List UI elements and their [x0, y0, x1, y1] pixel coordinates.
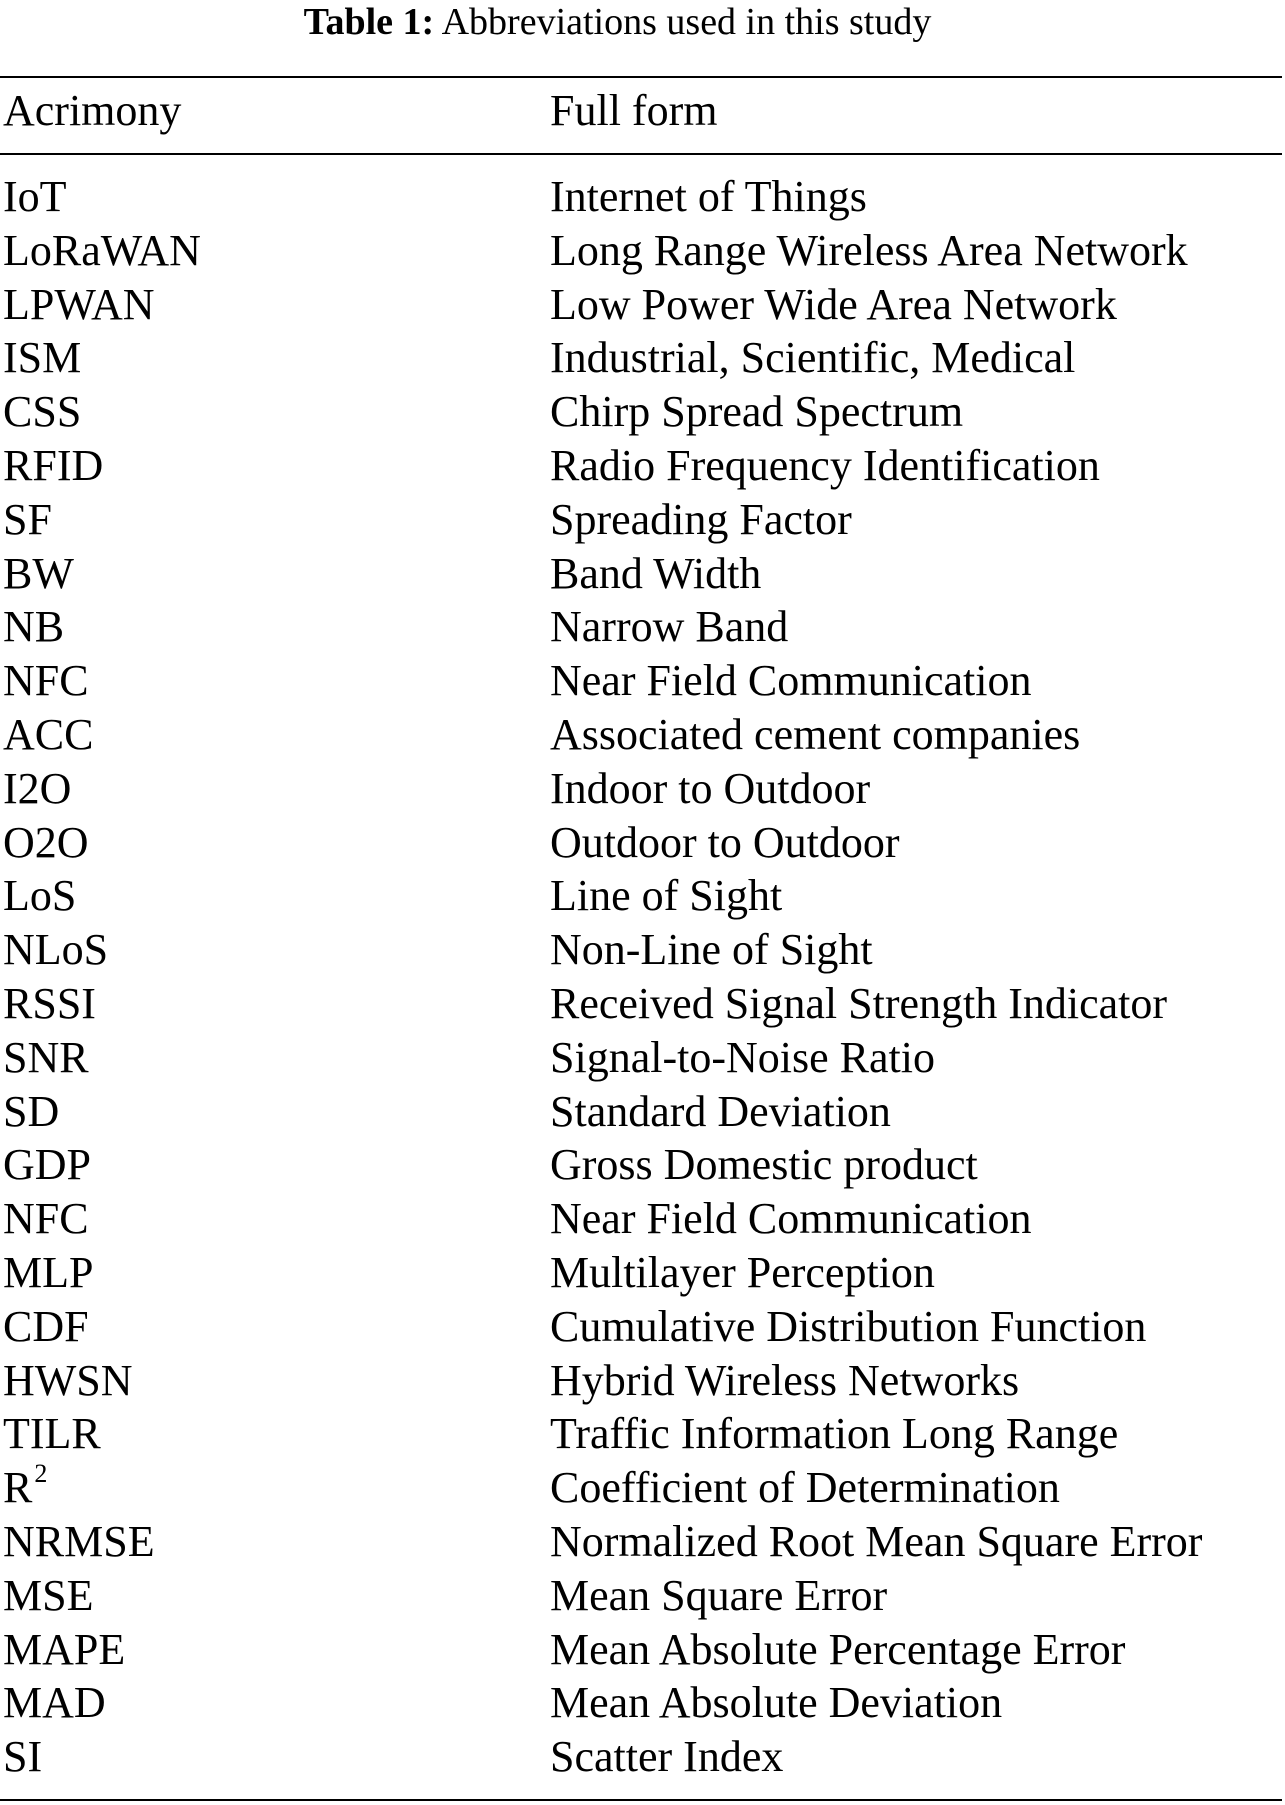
table-row [0, 1192, 1282, 1246]
full-form-cell: Near Field Communication [550, 656, 1032, 706]
abbreviation-cell [3, 1461, 47, 1515]
full-form-cell: Industrial, Scientific, Medical [550, 333, 1076, 383]
table-row [0, 1623, 1282, 1677]
full-form-cell: Long Range Wireless Area Network [550, 225, 1188, 275]
table-row [0, 1515, 1282, 1569]
abbreviation-text: I2O [3, 763, 72, 813]
abbreviation-text: LoS [3, 871, 77, 921]
table-row [0, 224, 1282, 278]
abbreviation-text: BW [3, 548, 74, 598]
table-header-rule [0, 153, 1282, 155]
abbreviation-cell [3, 708, 93, 762]
full-form-cell: Line of Sight [550, 871, 783, 921]
table-row [0, 1085, 1282, 1139]
abbreviation-text: O2O [3, 817, 89, 867]
table-row [0, 1246, 1282, 1300]
abbreviation-cell [3, 385, 81, 439]
full-form-cell: Traffic Information Long Range [550, 1409, 1119, 1459]
abbreviation-cell [3, 1623, 125, 1677]
superscript-text: 2 [34, 1459, 48, 1489]
header-full-form: Full form [550, 86, 718, 135]
full-form-cell: Internet of Things [550, 172, 867, 221]
full-form-cell: Non-Line of Sight [550, 925, 873, 975]
full-form-cell: Standard Deviation [550, 1086, 891, 1136]
table-row [0, 1569, 1282, 1623]
table-row [0, 547, 1282, 601]
table-row [0, 654, 1282, 708]
abbreviation-cell [3, 1246, 93, 1300]
full-form-cell: Multilayer Perception [550, 1247, 935, 1297]
abbreviation-text: ACC [3, 709, 94, 759]
abbreviation-cell [3, 170, 67, 224]
full-form-cell: Cumulative Distribution Function [550, 1301, 1147, 1351]
abbreviation-cell [3, 493, 52, 547]
abbreviation-text: TILR [3, 1409, 101, 1459]
abbreviation-cell [3, 816, 89, 870]
full-form-cell: Narrow Band [550, 602, 789, 652]
abbreviation-cell [3, 1515, 155, 1569]
full-form-cell: Near Field Communication [550, 1194, 1032, 1244]
abbreviation-text: MLP [3, 1247, 94, 1297]
abbreviation-cell [3, 1300, 89, 1354]
caption-text: Abbreviations used in this study [441, 1, 932, 43]
abbreviation-text: ISM [3, 333, 82, 383]
abbreviation-text: MAD [3, 1678, 106, 1728]
abbreviation-text: NFC [3, 656, 89, 706]
abbreviation-text: NFC [3, 1194, 89, 1244]
abbreviation-text: MAPE [3, 1624, 126, 1674]
full-form-cell: Mean Square Error [550, 1570, 888, 1620]
abbreviation-cell [3, 1730, 42, 1784]
table-row [0, 439, 1282, 493]
abbreviation-cell [3, 1192, 89, 1246]
table-top-rule [0, 76, 1282, 78]
full-form-cell: Received Signal Strength Indicator [550, 978, 1168, 1028]
abbreviation-text: LPWAN [3, 279, 155, 329]
full-form-cell: Hybrid Wireless Networks [550, 1355, 1020, 1405]
abbreviation-text: NLoS [3, 925, 109, 975]
table-row [0, 1031, 1282, 1085]
abbreviation-text: LoRaWAN [3, 225, 201, 275]
table-row [0, 1300, 1282, 1354]
full-form-cell: Indoor to Outdoor [550, 763, 871, 813]
abbreviation-cell [3, 762, 71, 816]
table-row [0, 762, 1282, 816]
abbreviation-cell [3, 1407, 101, 1461]
abbreviation-text: SI [3, 1732, 43, 1782]
full-form-cell: Radio Frequency Identification [550, 440, 1100, 490]
abbreviation-cell [3, 1031, 89, 1085]
full-form-cell: Low Power Wide Area Network [550, 279, 1117, 329]
full-form-cell: Associated cement companies [550, 709, 1081, 759]
table-row [0, 1138, 1282, 1192]
full-form-cell: Mean Absolute Deviation [550, 1678, 1003, 1728]
abbreviation-text: RFID [3, 440, 104, 490]
table-row [0, 1354, 1282, 1408]
abbreviation-text: SNR [3, 1032, 89, 1082]
table-row [0, 493, 1282, 547]
abbreviation-text: GDP [3, 1140, 92, 1190]
abbreviation-text: R [3, 1463, 33, 1513]
abbreviation-text: NRMSE [3, 1516, 155, 1566]
abbreviation-cell [3, 331, 81, 385]
abbreviation-text: CDF [3, 1301, 89, 1351]
table-row [0, 1676, 1282, 1730]
caption-label: Table 1: [303, 1, 435, 43]
abbreviation-text: RSSI [3, 978, 96, 1028]
table-row [0, 1730, 1282, 1784]
abbreviation-cell [3, 977, 96, 1031]
table-row [0, 170, 1282, 224]
table-body [0, 170, 1282, 1784]
table-row [0, 331, 1282, 385]
table-bottom-rule [0, 1799, 1282, 1801]
abbreviation-text: HWSN [3, 1355, 133, 1405]
full-form-cell: Spreading Factor [550, 494, 852, 544]
table-header-row [0, 84, 1282, 144]
table-row [0, 977, 1282, 1031]
table-row [0, 869, 1282, 923]
abbreviation-cell [3, 1569, 93, 1623]
table-row [0, 600, 1282, 654]
full-form-cell: Normalized Root Mean Square Error [550, 1516, 1203, 1566]
table-row [0, 278, 1282, 332]
abbreviation-text: NB [3, 602, 65, 652]
abbreviation-cell [3, 869, 76, 923]
abbreviation-cell [3, 654, 89, 708]
table-row [0, 816, 1282, 870]
abbreviation-cell [3, 1676, 106, 1730]
abbreviation-text: CSS [3, 387, 82, 437]
abbreviation-cell [3, 1085, 59, 1139]
abbreviation-cell [3, 224, 201, 278]
abbreviation-text: MSE [3, 1570, 94, 1620]
full-form-cell: Chirp Spread Spectrum [550, 387, 964, 437]
full-form-cell: Mean Absolute Percentage Error [550, 1624, 1126, 1674]
table-row [0, 708, 1282, 762]
full-form-cell: Signal-to-Noise Ratio [550, 1032, 935, 1082]
full-form-cell: Coefficient of Determination [550, 1463, 1060, 1513]
abbreviation-cell [3, 1354, 133, 1408]
full-form-cell: Band Width [550, 548, 762, 598]
abbreviation-text: IoT [3, 172, 67, 221]
abbreviation-cell [3, 547, 74, 601]
table-row [0, 1407, 1282, 1461]
table-row [0, 1461, 1282, 1515]
abbreviation-cell [3, 600, 64, 654]
abbreviation-cell [3, 923, 108, 977]
table-row [0, 923, 1282, 977]
full-form-cell: Outdoor to Outdoor [550, 817, 900, 867]
abbreviation-text: SD [3, 1086, 60, 1136]
abbreviation-text: SF [3, 494, 52, 544]
header-acronym: Acrimony [3, 86, 182, 135]
abbreviation-cell [3, 278, 155, 332]
table-caption [0, 0, 1285, 48]
abbreviation-cell [3, 1138, 91, 1192]
full-form-cell: Gross Domestic product [550, 1140, 978, 1190]
abbreviation-cell [3, 439, 103, 493]
full-form-cell: Scatter Index [550, 1732, 784, 1782]
table-row [0, 385, 1282, 439]
